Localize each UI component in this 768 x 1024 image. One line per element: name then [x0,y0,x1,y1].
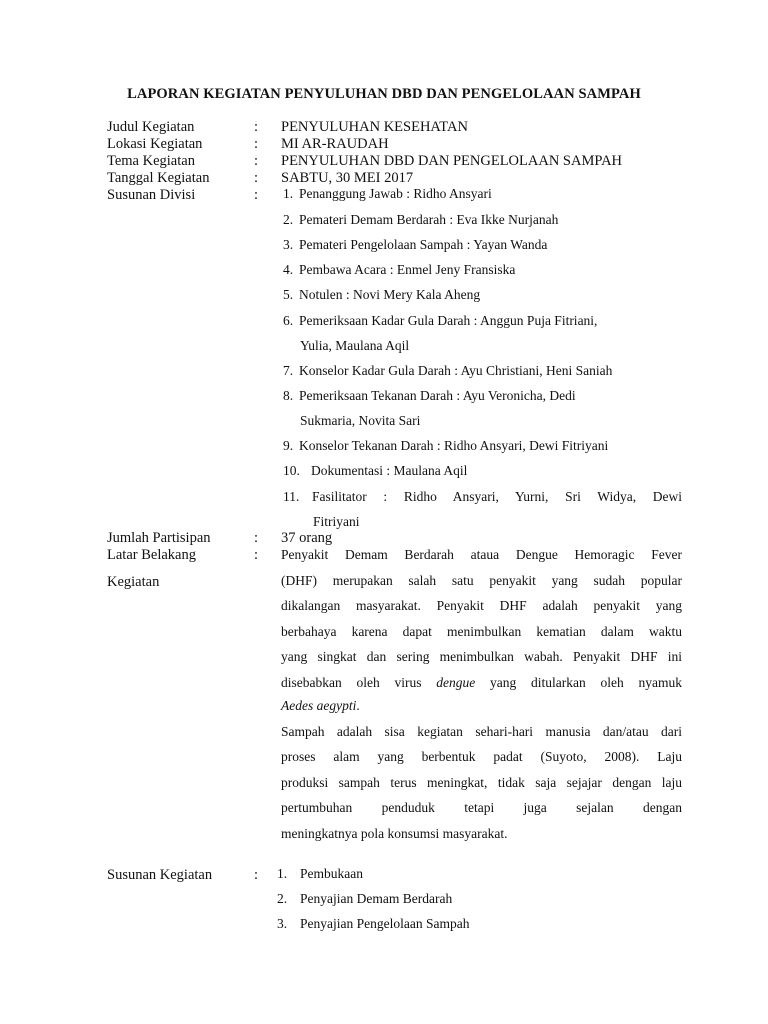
field-colon: : [254,867,259,883]
list-text: Notulen : Novi Mery Kala Aheng [299,287,481,302]
text-italic: Aedes aegypti [281,698,357,713]
list-number: 8. [283,388,294,403]
paragraph-line [281,675,682,691]
list-number: 11. [283,489,300,504]
paragraph-line: (DHF) merupakan salah satu penyakit yang sudah popular [281,573,682,588]
text-run: yang ditularkan oleh nyamuk [475,675,682,690]
paragraph-line: produksi sampah terus meningkat, tidak saja sejajar dengan laju [281,775,682,790]
field-colon: : [254,153,259,169]
paragraph-line: yang singkat dan sering menimbulkan wabah. Penyakit DHF ini [281,649,682,664]
field-colon: : [254,547,259,563]
list-text: Pemeriksaan Kadar Gula Darah : Anggun Puja Fitriani, [299,313,598,328]
paragraph-line [281,698,682,714]
text-run: disebabkan oleh virus [281,675,437,690]
text-run: . [356,698,360,713]
field-value: PENYULUHAN KESEHATAN [281,119,468,135]
field-label: Judul Kegiatan [107,119,195,135]
list-text: Pembukaan [300,866,363,881]
paragraph-line: Penyakit Demam Berdarah ataua Dengue Hemoragic Fever [281,547,682,562]
document-title: LAPORAN KEGIATAN PENYULUHAN DBD DAN PENGELOLAAN SAMPAH [127,86,641,102]
list-number: 10. [283,463,300,478]
paragraph-line: pertumbuhan penduduk tetapi juga sejalan dengan [281,800,682,815]
field-label: Tanggal Kegiatan [107,170,210,186]
field-label: Latar Belakang [107,547,196,563]
list-number: 6. [283,313,294,328]
list-text: Konselor Tekanan Darah : Ridho Ansyari, Dewi Fitriyani [299,438,609,453]
field-colon: : [254,119,259,135]
list-item-continuation: Sukmaria, Novita Sari [300,413,421,428]
field-colon: : [254,187,259,203]
field-label: Susunan Kegiatan [107,867,213,883]
list-number: 1. [277,866,288,881]
field-colon: : [254,530,259,546]
list-number: 2. [283,212,294,227]
list-text: Dokumentasi : Maulana Aqil [311,463,468,478]
list-text: Pemateri Pengelolaan Sampah : Yayan Wanda [299,237,548,252]
list-text: Konselor Kadar Gula Darah : Ayu Christiani, Heni Saniah [299,363,613,378]
text-italic: dengue [436,675,476,690]
field-label: Lokasi Kegiatan [107,136,203,152]
list-number: 5. [283,287,294,302]
list-item-continuation: Yulia, Maulana Aqil [300,338,410,353]
list-text: Fasilitator : Ridho Ansyari, Yurni, Sri Widya, Dewi [312,489,682,504]
field-colon: : [254,170,259,186]
list-number: 1. [283,186,294,201]
field-label: Susunan Divisi [107,187,196,203]
list-text: Pemateri Demam Berdarah : Eva Ikke Nurjanah [299,212,559,227]
list-text: Pembawa Acara : Enmel Jeny Fransiska [299,262,516,277]
list-number: 2. [277,891,288,906]
field-value: 37 orang [281,530,333,546]
paragraph-line: Sampah adalah sisa kegiatan sehari-hari manusia dan/atau dari [281,724,682,739]
list-number: 4. [283,262,294,277]
list-text: Penyajian Pengelolaan Sampah [300,916,470,931]
paragraph-line: berbahaya karena dapat menimbulkan kematian dalam waktu [281,624,682,639]
field-label: Jumlah Partisipan [107,530,211,546]
list-number: 7. [283,363,294,378]
field-value: PENYULUHAN DBD DAN PENGELOLAAN SAMPAH [281,153,623,169]
paragraph-line: meningkatnya pola konsumsi masyarakat. [281,826,508,841]
list-text: Pemeriksaan Tekanan Darah : Ayu Veronicha, Dedi [299,388,576,403]
list-number: 9. [283,438,294,453]
list-number: 3. [277,916,288,931]
field-colon: : [254,136,259,152]
list-item-continuation: Fitriyani [313,514,360,529]
paragraph-line: proses alam yang berbentuk padat (Suyoto, 2008). Laju [281,749,682,764]
list-text: Penyajian Demam Berdarah [300,891,453,906]
paragraph-line: dikalangan masyarakat. Penyakit DHF adalah penyakit yang [281,598,682,613]
list-number: 3. [283,237,294,252]
field-label: Tema Kegiatan [107,153,195,169]
list-text: Penanggung Jawab : Ridho Ansyari [299,186,492,201]
field-value: SABTU, 30 MEI 2017 [281,170,414,186]
field-label: Kegiatan [107,574,160,590]
field-value: MI AR-RAUDAH [281,136,389,152]
